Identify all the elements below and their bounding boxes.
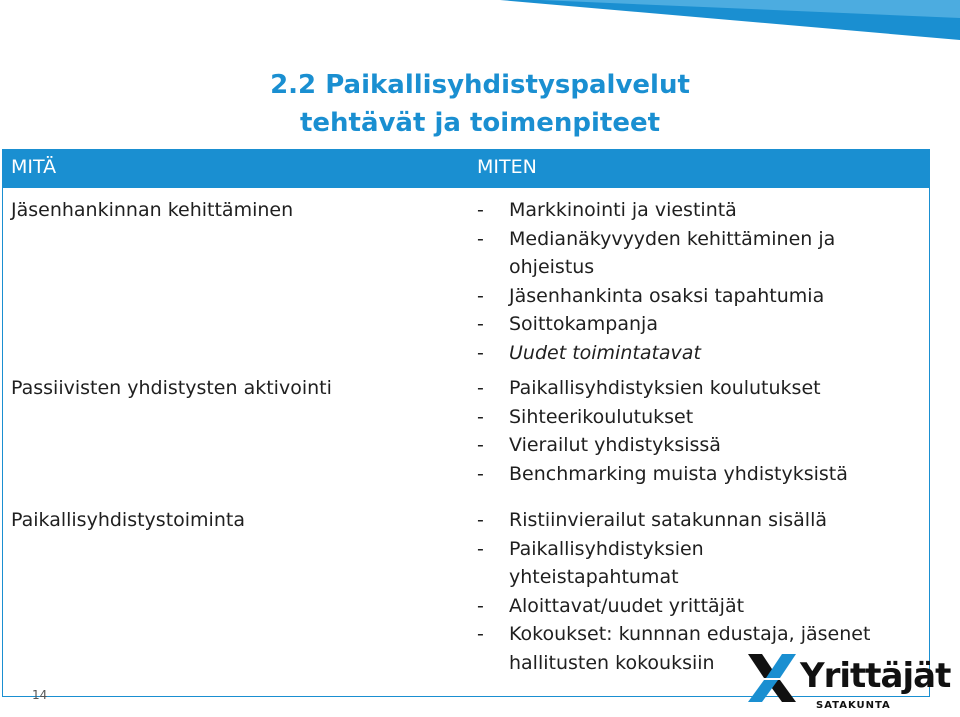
- logo-word: Yrittäjät: [800, 656, 951, 696]
- row-what: Jäsenhankinnan kehittäminen: [11, 199, 294, 221]
- list-item: - Medianäkyvyyden kehittäminen ja ohjeistus: [477, 227, 836, 278]
- list-item: - Jäsenhankinta osaksi tapahtumia: [477, 284, 825, 307]
- row-how-list: [477, 374, 929, 488]
- logo-subtitle: SATAKUNTA: [816, 700, 891, 711]
- row-how-list: [477, 196, 929, 367]
- title-line-1: 2.2 Paikallisyhdistyspalvelut: [270, 70, 690, 100]
- list-item: - Vierailut yhdistyksissä: [477, 434, 721, 456]
- page-title: [0, 66, 960, 142]
- row-what: Passiivisten yhdistysten aktivointi: [11, 377, 332, 399]
- list-item: - Paikallisyhdistyksien koulutukset: [477, 377, 821, 399]
- list-item: - Benchmarking muista yhdistyksistä: [477, 462, 848, 485]
- tasks-table: [2, 149, 930, 697]
- table-row: [3, 374, 929, 506]
- logo-mark-icon: [748, 654, 800, 702]
- list-item: - Soittokampanja: [477, 313, 658, 335]
- row-what: Paikallisyhdistystoiminta: [11, 509, 245, 531]
- table-header: [3, 149, 929, 188]
- list-item: - Uudet toimintatavat: [477, 341, 701, 364]
- title-line-2: tehtävät ja toimenpiteet: [299, 108, 661, 138]
- decorative-stripe: [0, 0, 960, 60]
- list-item: - Markkinointi ja viestintä: [477, 199, 737, 221]
- header-how: MITEN: [477, 156, 537, 178]
- list-item: - Paikallisyhdistyksien yhteistapahtumat: [477, 537, 704, 588]
- list-item: - Kokoukset: kunnnan edustaja, jäsenet hallitusten kokouksiin: [477, 623, 871, 674]
- table-row: [3, 188, 929, 374]
- yrittajat-logo: [748, 652, 951, 714]
- list-item: - Ristiinvierailut satakunnan sisällä: [477, 509, 828, 531]
- list-item: - Aloittavat/uudet yrittäjät: [477, 594, 745, 617]
- list-item: - Sihteerikoulutukset: [477, 405, 694, 428]
- page-number: 14: [32, 688, 48, 702]
- header-what: MITÄ: [11, 156, 57, 178]
